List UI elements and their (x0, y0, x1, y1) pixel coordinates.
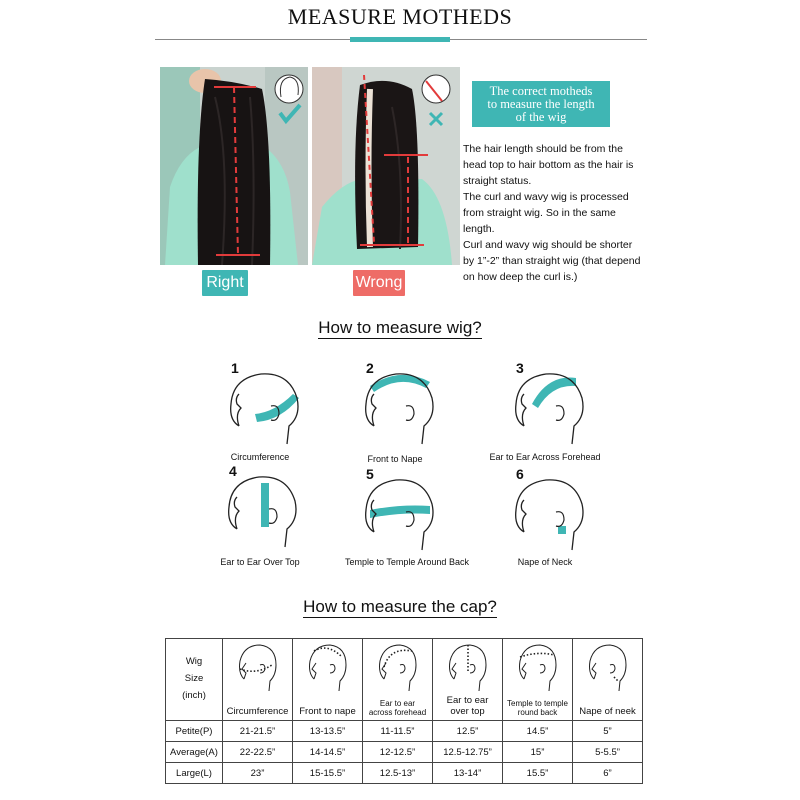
page-title: MEASURE MOTHEDS (287, 4, 513, 29)
table-header-row (166, 639, 643, 721)
note-line: length. (463, 223, 495, 235)
table-row (166, 721, 643, 742)
measure-tape (370, 506, 430, 519)
note-line: straight status. (463, 175, 532, 187)
column-label: round back (517, 708, 558, 717)
head-outline (366, 480, 433, 550)
note-line: from straight wig. So in the same (463, 207, 616, 219)
step-label: Circumference (230, 452, 290, 462)
step-number: 4 (229, 463, 237, 479)
step-label: Front to Nape (367, 454, 423, 464)
ear-outline (406, 406, 414, 421)
column-label: Ear to ear (446, 695, 489, 706)
value-cell: 22-22.5” (223, 742, 293, 763)
value-cell: 15-15.5” (293, 763, 363, 784)
size-cell: Large(L) (166, 763, 223, 784)
callout-line: to measure the length (487, 97, 595, 111)
value-cell: 23” (223, 763, 293, 784)
column-label: Ear to ear (379, 699, 416, 708)
head-measure-diagram-icon (215, 364, 315, 450)
note-line: by 1”-2” than straight wig (that depend (463, 255, 641, 267)
measurement-notes (463, 141, 653, 285)
column-label: Temple to temple (507, 699, 568, 708)
step-number: 5 (366, 466, 374, 482)
ear-outline (406, 512, 414, 527)
measure-tape (558, 526, 566, 534)
value-cell: 5-5.5” (573, 742, 643, 763)
head-outline-icon (304, 643, 352, 696)
step-number: 3 (516, 360, 524, 376)
value-cell: 14.5” (503, 721, 573, 742)
step-number: 2 (366, 360, 374, 376)
title-accent-bar (350, 37, 450, 42)
corner-text: (inch) (182, 689, 206, 701)
value-cell: 5” (573, 721, 643, 742)
value-cell: 12.5” (433, 721, 503, 742)
value-cell: 14-14.5” (293, 742, 363, 763)
callout-line: of the wig (515, 110, 567, 124)
note-line: The curl and wavy wig is processed (463, 191, 629, 203)
value-cell: 13-13.5” (293, 721, 363, 742)
head-outline-icon (234, 643, 282, 696)
note-line: The hair length should be from the (463, 143, 623, 155)
ear-outline (556, 512, 564, 527)
ear-outline (556, 406, 564, 421)
step-label: Ear to Ear Across Forehead (489, 452, 601, 462)
correct-method-callout (472, 81, 610, 127)
column-label: Circumference (226, 706, 289, 717)
column-header-circumference (223, 639, 293, 721)
head-measure-diagram-icon (500, 470, 600, 556)
corner-text: Wig (185, 655, 203, 667)
column-label: across forehead (368, 708, 427, 717)
value-cell: 15” (503, 742, 573, 763)
table-corner-cell (166, 639, 223, 721)
step-label: Temple to Temple Around Back (345, 557, 469, 567)
column-label: over top (450, 706, 485, 717)
step-number: 6 (516, 466, 524, 482)
column-header-nape (573, 639, 643, 721)
column-label: Nape of neek (579, 706, 636, 717)
how-to-measure-wig-heading (0, 318, 800, 338)
corner-text: Size (184, 672, 204, 684)
value-cell: 12.5-12.75” (433, 742, 503, 763)
note-line: on how deep the curl is.) (463, 271, 578, 283)
head-outline-icon (584, 643, 632, 696)
photo-correct-method (160, 67, 308, 265)
photo-wrong-method (312, 67, 460, 265)
head-outline (516, 480, 583, 550)
head-measure-diagram-icon (500, 364, 600, 450)
column-header-front-to-nape (293, 639, 363, 721)
column-header-ear-over-top (433, 639, 503, 721)
head-outline-icon (374, 643, 422, 695)
heading-text: How to measure wig? (318, 318, 482, 337)
value-cell: 21-21.5” (223, 721, 293, 742)
measure-tape (532, 378, 576, 408)
ear-outline (269, 509, 277, 524)
value-cell: 15.5” (503, 763, 573, 784)
heading-text: How to measure the cap? (303, 597, 497, 616)
column-label: Front to nape (299, 706, 356, 717)
value-cell: 13-14” (433, 763, 503, 784)
wrong-label-badge: Wrong (353, 270, 405, 296)
value-cell: 12-12.5” (363, 742, 433, 763)
measure-tape (370, 375, 430, 392)
table-row (166, 763, 643, 784)
right-label-badge: Right (202, 270, 248, 296)
head-measure-diagram-icon (350, 470, 450, 556)
head-outline-icon (444, 643, 492, 696)
size-cell: Average(A) (166, 742, 223, 763)
head-measure-diagram-icon (213, 467, 313, 553)
head-measure-diagram-icon (350, 364, 450, 450)
note-line: Curl and wavy wig should be shorter (463, 239, 633, 251)
measure-tape (261, 483, 269, 527)
how-to-measure-cap-heading (0, 597, 800, 617)
value-cell: 12.5-13” (363, 763, 433, 784)
table-row (166, 742, 643, 763)
cap-size-table (165, 638, 643, 784)
column-header-ear-across-forehead (363, 639, 433, 721)
column-header-temple-round-back (503, 639, 573, 721)
size-cell: Petite(P) (166, 721, 223, 742)
step-label: Nape of Neck (517, 557, 573, 567)
step-number: 1 (231, 360, 239, 376)
note-line: head top to hair bottom as the hair is (463, 159, 634, 171)
step-label: Ear to Ear Over Top (220, 557, 300, 567)
value-cell: 11-11.5” (363, 721, 433, 742)
head-outline-icon (514, 643, 562, 695)
value-cell: 6” (573, 763, 643, 784)
callout-line: The correct motheds (489, 84, 593, 98)
